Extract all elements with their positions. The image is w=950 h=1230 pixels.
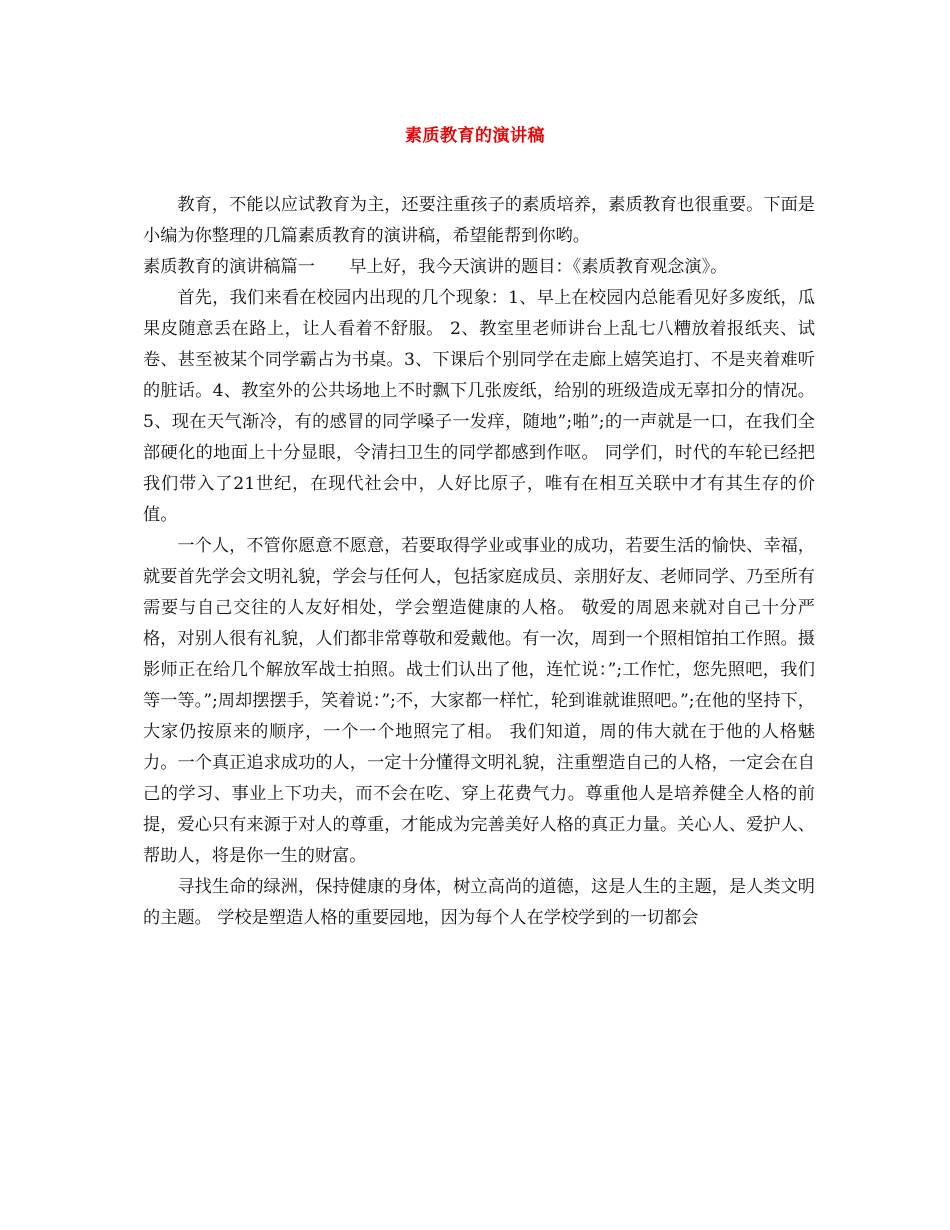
paragraph-civility-personality: 一个人，不管你愿意不愿意，若要取得学业或事业的成功，若要生活的愉快、幸福，就要首先学会文明礼貌，学会与任何人，包括家庭成员、亲朋好友、老师同学、乃至所有需要与自己交往的人友好相处，学会塑造健康的人格。 敬爱的周恩来就对自己十分严格，对别人很有礼貌，人们都非常尊敬和爱戴他。有一次，周到一个照相馆拍工作照。摄影师正在给几个解放军战士拍照。战士们认出了他，连忙说：”;工作忙，您先照吧，我们等一等。”;周却摆摆手，笑着说：”;不，大家都一样忙，轮到谁就谁照吧。”;在他的坚持下，大家仍按原来的顺序，一个一个地照完了相。 我们知道，周的伟大就在于他的人格魅力。一个真正追求成功的人，一定十分懂得文明礼貌，注重塑造自己的人格，一定会在自己的学习、事业上下功夫，而不会在吃、穿上花费气力。尊重他人是培养健全人格的前提，爱心只有来源于对人的尊重，才能成为完善美好人格的真正力量。关心人、爱护人、帮助人，将是你一生的财富。 xyxy=(143,536,815,866)
paragraph-speech-heading: 素质教育的演讲稿篇一 早上好，我今天演讲的题目：《素质教育观念演》。 xyxy=(143,257,728,277)
paragraph-intro: 教育，不能以应试教育为主，还要注重孩子的素质培养，素质教育也很重要。下面是小编为你整理的几篇素质教育的演讲稿，希望能帮到你哟。 xyxy=(143,195,815,246)
document-title: 素质教育的演讲稿 xyxy=(405,126,545,146)
paragraph-life-theme: 寻找生命的绿洲，保持健康的身体，树立高尚的道德，这是人生的主题，是人类文明的主题。 学校是塑造人格的重要园地，因为每个人在学校学到的一切都会 xyxy=(143,877,815,928)
document-body xyxy=(143,190,815,934)
paragraph-campus-phenomena: 首先，我们来看在校园内出现的几个现象：1、早上在校园内总能看见好多废纸，瓜果皮随意丢在路上，让人看着不舒服。 2、教室里老师讲台上乱七八糟放着报纸夹、试卷、甚至被某个同学霸占为书桌。3、下课后个别同学在走廊上嬉笑追打、不是夹着难听的脏话。4、教室外的公共场地上不时飘下几张废纸，给别的班级造成无辜扣分的情况。5、现在天气渐冷，有的感冒的同学嗓子一发痒，随地”;啪”;的一声就是一口，在我们全部硬化的地面上十分显眼，令清扫卫生的同学都感到作呕。 同学们，时代的车轮已经把我们带入了21世纪，在现代社会中，人好比原子，唯有在相互关联中才有其生存的价值。 xyxy=(143,288,815,525)
